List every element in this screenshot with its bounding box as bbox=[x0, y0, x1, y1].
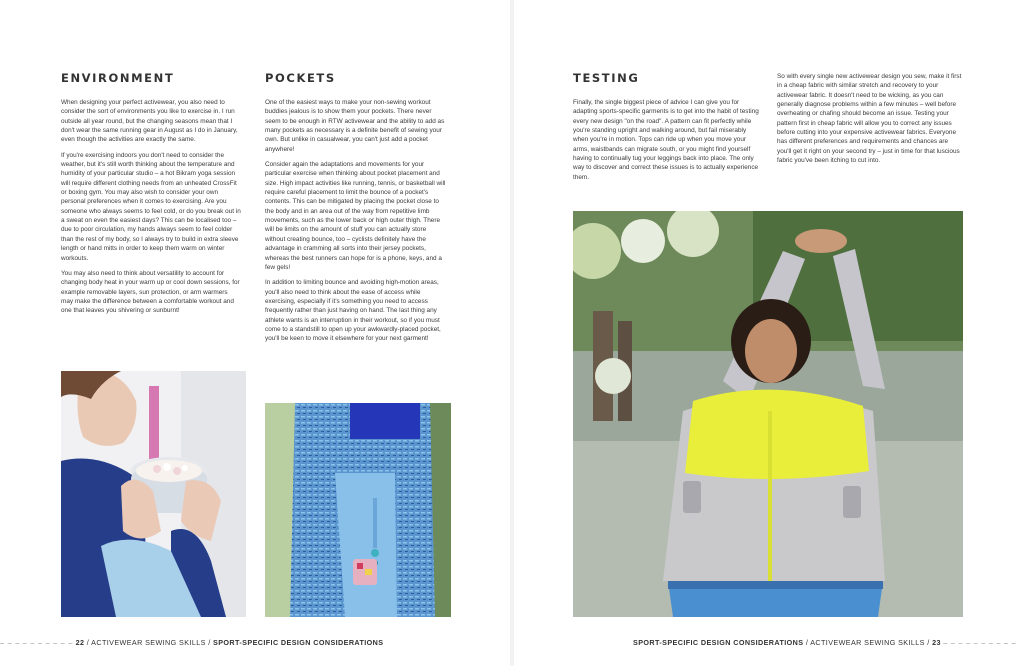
pockets-paragraph-1: One of the easiest ways to make your non-sewing workout buddies jealous is to show them your pockets. There never seem to be enough in RTW activewear and the ability to add as many pockets as necessary is a definite benefit of sewing your own. But unlike in casualwear, you can't just add a pocket anywhere! bbox=[265, 99, 445, 153]
photo-woman-with-mug bbox=[61, 371, 246, 617]
testing-paragraph-1: Finally, the single biggest piece of advice I can give you for adapting sports-specific garments is to get into the habit of testing every new design "on the road". A pattern can fit perfectly while you're standing upright and walking around, but fail miserably when you're in motion. Tops can ride up when you move your arms, waistbands can migrate south, or you might find yourself having to continually tug your leggings back into place. The only way to discover and correct these issues is to actually experience them. bbox=[573, 99, 759, 181]
right-footer-book-title: ACTIVEWEAR SEWING SKILLS bbox=[810, 638, 925, 647]
right-page-number: 23 bbox=[932, 638, 941, 647]
testing-heading: TESTING bbox=[573, 71, 640, 85]
right-footer-separator-1: / bbox=[805, 638, 809, 647]
left-page-number: 22 bbox=[75, 638, 85, 647]
pockets-paragraph-2: Consider again the adaptations and movements for your particular exercise when thinking about pocket placement and size. High impact activities like running, tennis, or basketball will require careful placement to limit the bounce of a pocket's contents. This can be mitigated by placing the pocket close to the body and in an area out of the way from repetitive limb movements, such as the lower back or high outer thigh. There will be limits on the amount of stuff you can actually store without creating bounce, too – cyclists definitely have the advantage in cramming all sorts into their jersey pockets, whereas the best runners can hope for is a phone, keys, and a few gels! bbox=[265, 161, 446, 271]
testing-continued-column bbox=[777, 72, 963, 171]
environment-paragraph-1: When designing your perfect activewear, you also need to consider the sort of environments you like to exercise in. I run outside all year round, but the changing seasons mean that I don't wear the same running gear in August as I do in January, even though the activities are exactly the same. bbox=[61, 99, 238, 144]
right-footer-chapter: SPORT-SPECIFIC DESIGN CONSIDERATIONS bbox=[633, 638, 804, 647]
testing-continued-paragraph-1: So with every single new activewear design you sew, make it first in a cheap fabric with similar stretch and recovery to your activewear fabric. It doesn't need to be wicking, as you can generally diagnose problems within a few minutes – well before overheating or chafing should become an issue. Testing your pattern first in cheap fabric will allow you to correct any issues before cutting into your expensive activewear fabrics. Everyone has different preferences and requirements and chances are you'll get it right on your second try – just in time for that luscious fabric you've been itching to cut into. bbox=[777, 73, 962, 165]
pockets-heading: POCKETS bbox=[265, 71, 336, 85]
testing-column bbox=[573, 98, 759, 188]
pockets-column bbox=[265, 98, 448, 350]
environment-paragraph-3: You may also need to think about versatility to account for changing body heat in your warm up or cool down sessions, for example removable layers, sun protection, or arm warmers may make the difference between a comfortable workout and one that leaves you shivering or sunburnt! bbox=[61, 269, 240, 315]
left-footer-separator-2: / bbox=[208, 638, 211, 647]
pockets-paragraph-3: In addition to limiting bounce and avoiding high-motion areas, you'll also need to think about the ease of access while exercising, especially if it's something you need to access frequently rather than just having on hand. The last thing any athlete wants is an interruption in their workout, so if you must come to a standstill to open up your awkwardly-placed pocket, you'll be keen to move it elsewhere for your next garment! bbox=[265, 279, 441, 343]
left-footer-separator-1: / bbox=[86, 638, 90, 647]
left-footer-chapter: SPORT-SPECIFIC DESIGN CONSIDERATIONS bbox=[213, 638, 384, 647]
photo-woman-stretching bbox=[573, 211, 963, 617]
right-footer-dashes: – – – – – – – – – – bbox=[943, 638, 1017, 647]
photo-woman-stretching-illustration bbox=[573, 211, 963, 617]
left-footer-dashes: – – – – – – – – – – bbox=[0, 638, 74, 647]
environment-paragraph-2: If you're exercising indoors you don't need to consider the weather, but it's still worth thinking about the temperature and humidity of your particular studio – a hot Bikram yoga session will require different clothing needs from an unheated CrossFit or boxing gym. You may also wish to consider your own personal preferences when it comes to exercising. Are you someone who always seems to feel cold, or do you break out in a sweat on even the easiest days? This can be localised too – due to poor circulation, my hands always seem to feel colder than the rest of my body, so I always try to build in extra sleeve length or hand mitts in order to keep them warm on winter workouts. bbox=[61, 151, 241, 262]
left-footer bbox=[0, 637, 500, 649]
photo-woman-with-mug-illustration bbox=[61, 371, 246, 617]
left-footer-book-title: ACTIVEWEAR SEWING SKILLS bbox=[91, 638, 206, 647]
environment-heading: ENVIRONMENT bbox=[61, 71, 175, 85]
right-footer-separator-2: / bbox=[927, 638, 930, 647]
right-footer bbox=[633, 637, 1024, 649]
photo-legging-pocket-illustration bbox=[265, 403, 451, 617]
photo-legging-pocket bbox=[265, 403, 451, 617]
environment-column bbox=[61, 98, 241, 322]
